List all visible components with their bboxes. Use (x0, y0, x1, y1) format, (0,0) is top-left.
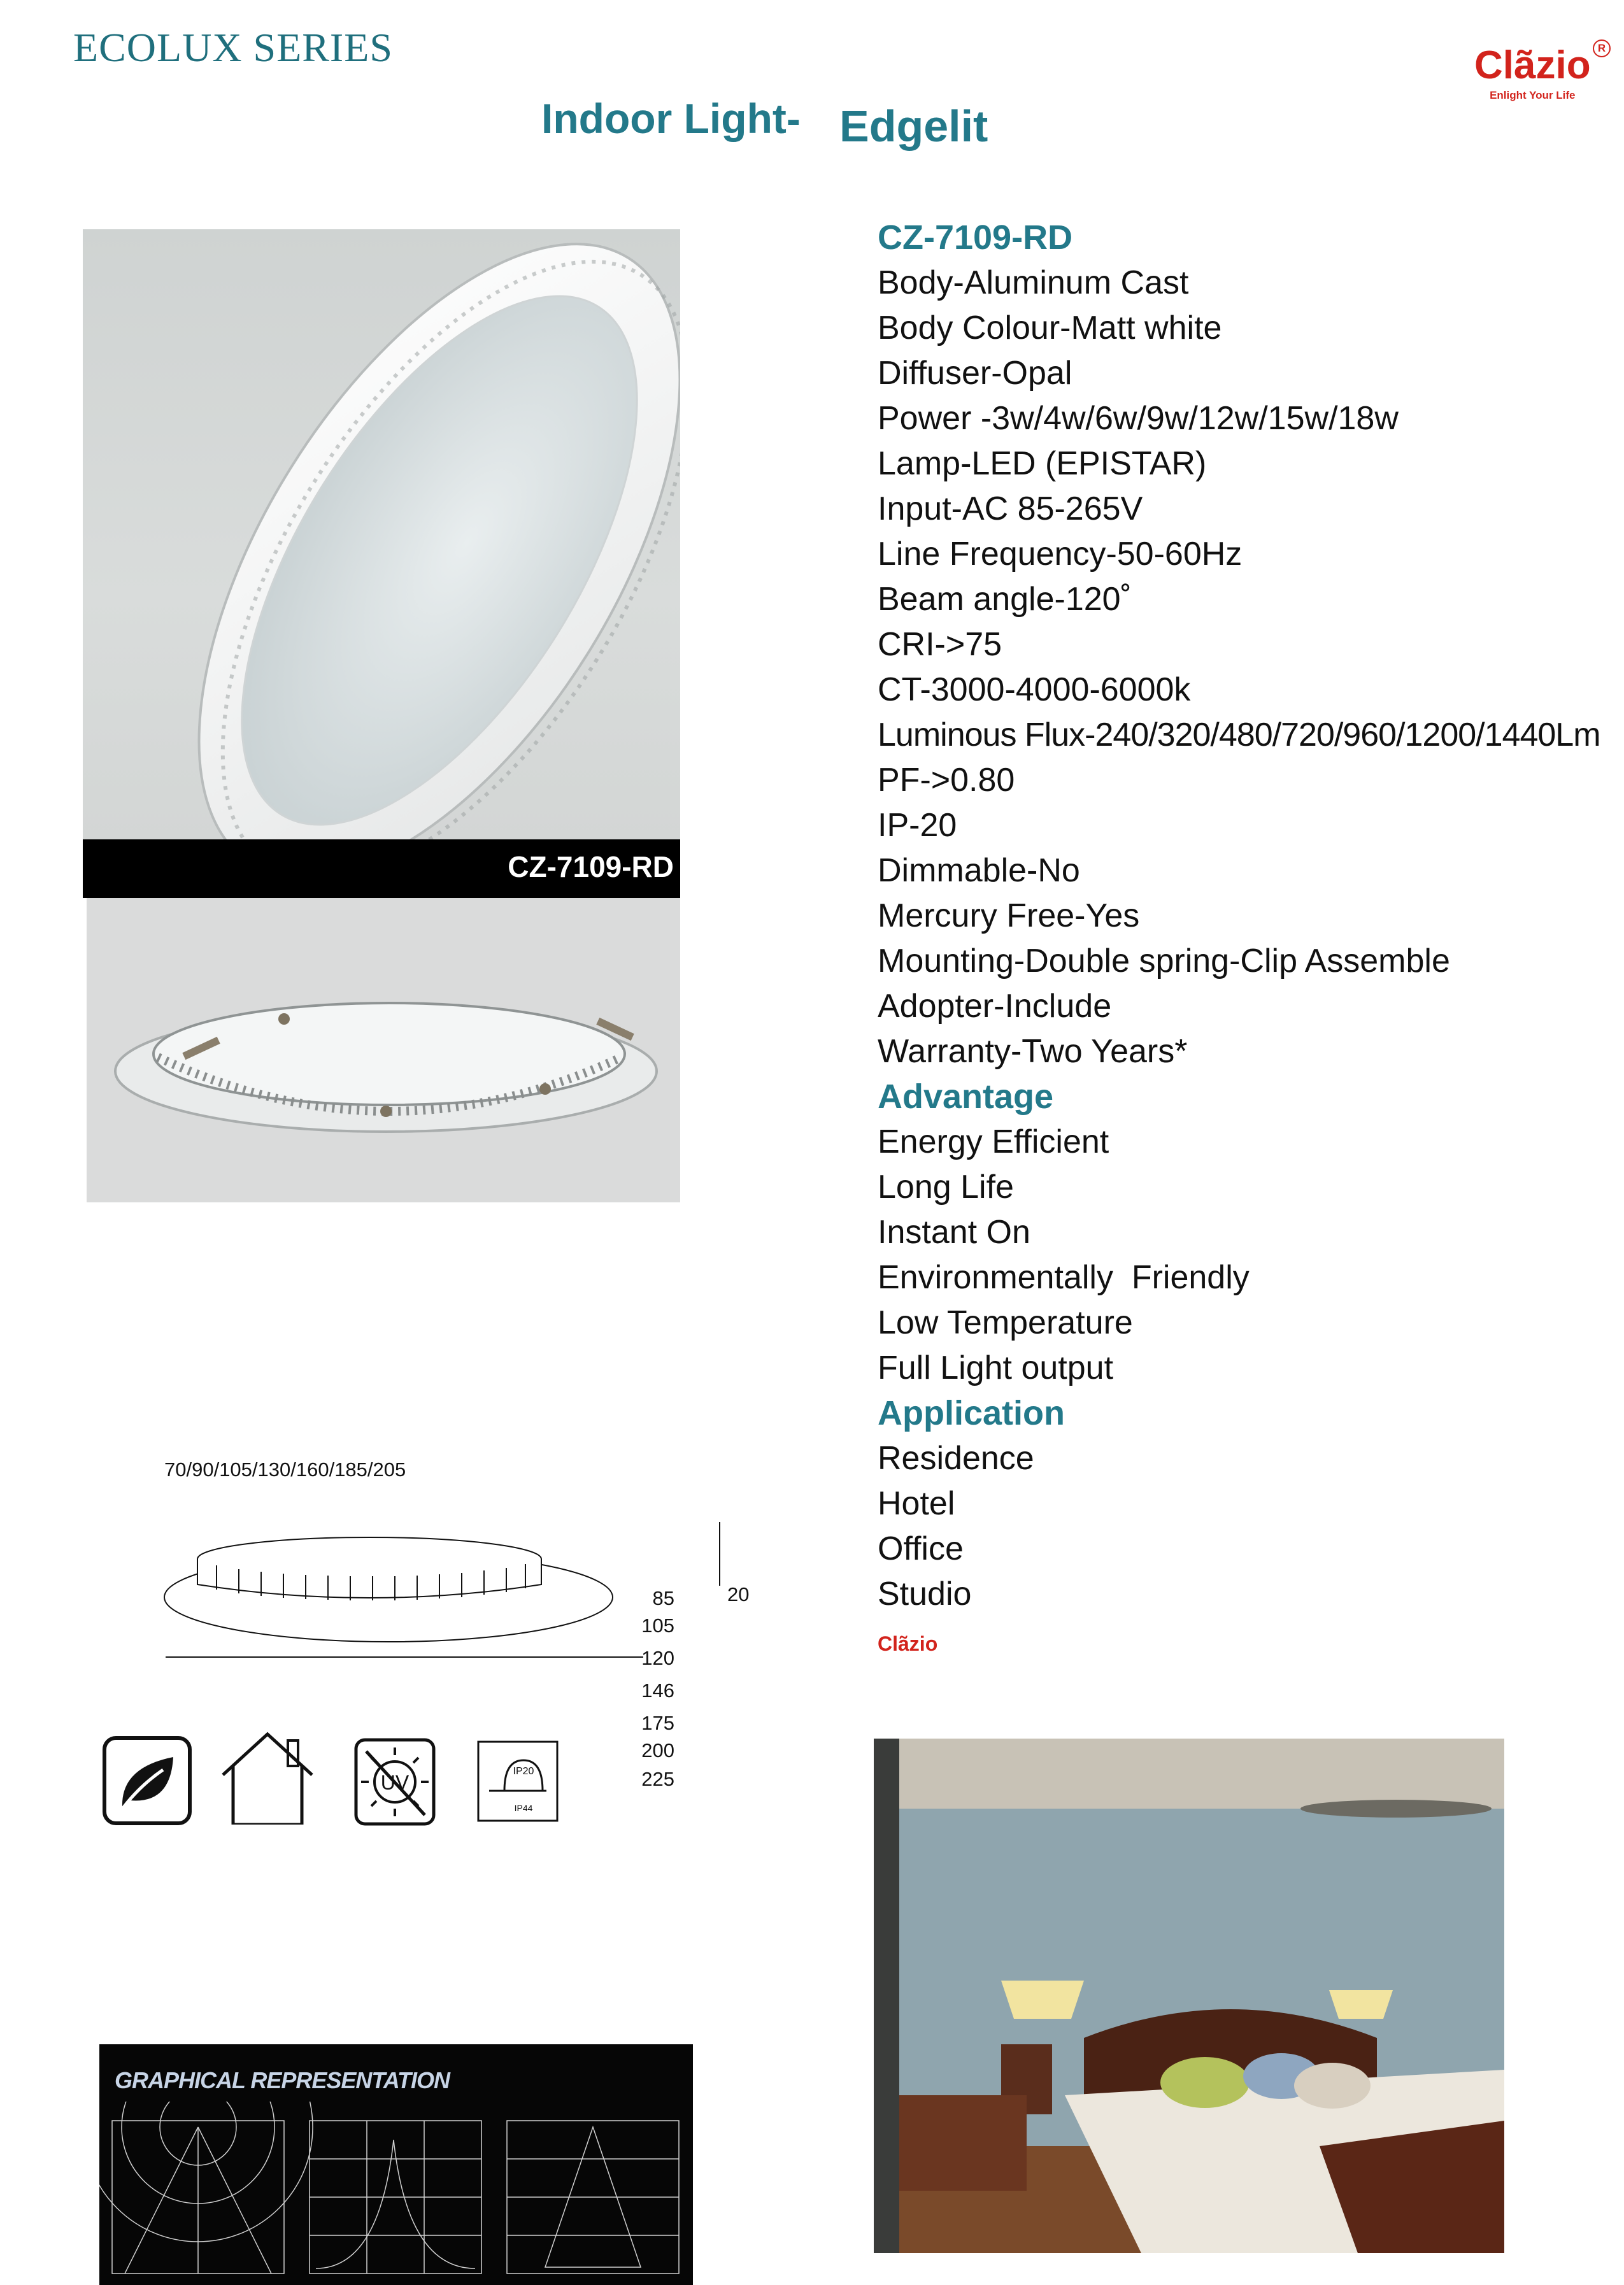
spec-line: Diffuser-Opal (878, 355, 1072, 392)
specifications (878, 215, 1604, 1617)
spec-line: CRI->75 (878, 626, 1002, 663)
ip44-label: IP44 (514, 1803, 533, 1813)
height-value: 20 (727, 1583, 750, 1605)
application-list (878, 1436, 1604, 1617)
product-code-label: CZ-7109-RD (508, 850, 674, 883)
leaf-icon (102, 1735, 192, 1826)
model-heading: CZ-7109-RD (878, 218, 1073, 257)
panel-light-illustration (83, 229, 680, 841)
graphical-representation (99, 2044, 693, 2285)
dimension-value: 200 (641, 1739, 674, 1762)
bedroom-illustration (874, 1739, 1504, 2253)
advantage-item: Instant On (878, 1214, 1030, 1251)
brand-logo (1474, 42, 1606, 102)
advantage-list (878, 1120, 1604, 1391)
no-uv-icon (353, 1733, 436, 1829)
spec-line: Dimmable-No (878, 852, 1080, 889)
photometric-charts (99, 2102, 693, 2285)
dimension-values (639, 1582, 674, 1795)
ip20-label: IP20 (513, 1766, 534, 1777)
page-title-part1: Indoor Light- (541, 95, 801, 142)
dimension-value: 175 (641, 1712, 674, 1734)
application-item: Residence (878, 1440, 1034, 1477)
spec-line: Mercury Free-Yes (878, 897, 1140, 934)
page-title-part2: Edgelit (839, 101, 988, 151)
advantage-item: Long Life (878, 1169, 1014, 1206)
application-photo-bedroom (874, 1739, 1504, 2253)
spec-line: Lamp-LED (EPISTAR) (878, 445, 1207, 482)
series-title: ECOLUX SERIES (73, 25, 393, 70)
registered-mark: R (1593, 39, 1611, 57)
spec-line: Power -3w/4w/6w/9w/12w/15w/18w (878, 400, 1399, 437)
spec-line: PF->0.80 (878, 762, 1015, 799)
graph-title: GRAPHICAL REPRESENTATION (115, 2067, 450, 2093)
diameter-label: 70/90/105/130/160/185/205 (164, 1458, 406, 1481)
uv-label: UV (380, 1771, 410, 1794)
application-heading: Application (878, 1394, 1065, 1432)
spec-list (878, 260, 1604, 1074)
dimension-value: 120 (641, 1647, 674, 1669)
panel-side-illustration (87, 898, 680, 1202)
ip-rating-icon (476, 1740, 559, 1823)
spec-line: Input-AC 85-265V (878, 490, 1143, 527)
dimension-value: 105 (641, 1614, 674, 1637)
dimension-value: 85 (652, 1587, 674, 1609)
advantage-item: Environmentally Friendly (878, 1259, 1250, 1296)
spec-line: Beam angle-120˚ (878, 581, 1132, 618)
advantage-heading: Advantage (878, 1078, 1054, 1116)
brand-name: Clãzio (1474, 43, 1591, 87)
spec-line: Body Colour-Matt white (878, 310, 1222, 346)
advantage-item: Full Light output (878, 1349, 1114, 1386)
spec-line: IP-20 (878, 807, 957, 844)
spec-line: Warranty-Two Years* (878, 1033, 1188, 1070)
dimension-value: 146 (641, 1679, 674, 1702)
application-item: Office (878, 1530, 964, 1567)
spec-line: Body-Aluminum Cast (878, 264, 1189, 301)
brand-mark-small: Clãzio (878, 1632, 938, 1655)
house-icon (217, 1697, 318, 1825)
spec-line: Mounting-Double spring-Clip Assemble (878, 943, 1450, 979)
product-code-bar (83, 839, 680, 898)
advantage-item: Energy Efficient (878, 1123, 1109, 1160)
application-item: Hotel (878, 1485, 955, 1522)
spec-line: Line Frequency-50-60Hz (878, 536, 1243, 573)
application-item: Studio (878, 1576, 972, 1612)
advantage-item: Low Temperature (878, 1304, 1133, 1341)
spec-line: Adopter-Include (878, 988, 1112, 1025)
product-photo-front (83, 229, 680, 841)
dimension-value: 225 (641, 1768, 674, 1790)
brand-tagline: Enlight Your Life (1490, 89, 1576, 101)
product-photo-side (87, 898, 680, 1202)
spec-line: CT-3000-4000-6000k (878, 671, 1191, 708)
spec-line: Luminous Flux-240/320/480/720/960/1200/1440Lm (878, 716, 1600, 753)
